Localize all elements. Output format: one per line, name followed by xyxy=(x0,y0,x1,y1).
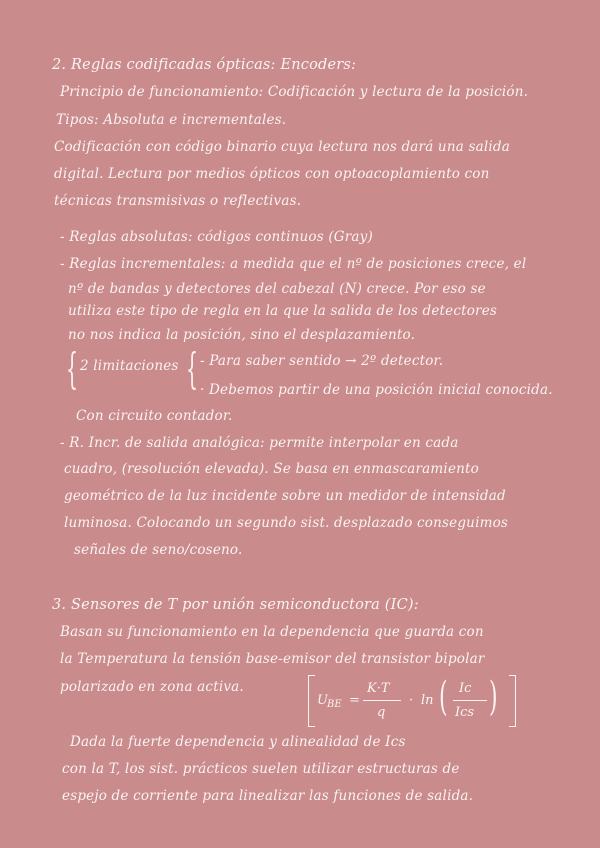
text-line: Tipos: Absoluta e incrementales. xyxy=(56,112,287,128)
text-line: polarizado en zona activa. xyxy=(60,679,244,695)
bullet-absolutas: - Reglas absolutas: códigos continuos (Gray) xyxy=(60,229,373,245)
text-line: digital. Lectura por medios ópticos con optoacoplamiento con xyxy=(54,166,490,182)
text-line: utiliza este tipo de regla en la que la salida de los detectores xyxy=(68,303,498,319)
text-line: nº de bandas y detectores del cabezal (N) crece. Por eso se xyxy=(68,281,486,297)
left-paren: ( xyxy=(439,674,448,720)
bullet-incrementales: - Reglas incrementales: a medida que el nº de posiciones crece, el xyxy=(60,256,527,272)
formula-numerator: K·T xyxy=(367,681,390,696)
inner-fraction-bar xyxy=(453,700,487,701)
formula-inner-denominator: Ics xyxy=(455,705,475,720)
text-line: señales de seno/coseno. xyxy=(74,542,243,558)
section-3-heading: 3. Sensores de T por unión semiconductora (IC): xyxy=(52,597,419,613)
bullet-analogica: - R. Incr. de salida analógica: permite interpolar en cada xyxy=(60,435,459,451)
text-line: Basan su funcionamiento en la dependencia que guarda con xyxy=(60,624,484,640)
text-line: geométrico de la luz incidente sobre un medidor de intensidad xyxy=(64,488,506,504)
right-paren: ) xyxy=(489,674,498,720)
limitacion-item: - Para saber sentido → 2º detector. xyxy=(200,353,444,369)
left-brace: { xyxy=(66,344,79,393)
text-line: cuadro, (resolución elevada). Se basa en enmascaramiento xyxy=(64,461,479,477)
text-line: Principio de funcionamiento: Codificación y lectura de la posición. xyxy=(60,84,529,100)
formula-ln: ln xyxy=(421,693,434,708)
text-line: Codificación con código binario cuya lectura nos dará una salida xyxy=(54,139,510,155)
formula-dot: · xyxy=(409,693,414,708)
formula-lhs: U xyxy=(317,693,328,708)
text-line: la Temperatura la tensión base-emisor del transistor bipolar xyxy=(60,651,485,667)
limitacion-item: · Debemos partir de una posición inicial conocida. xyxy=(200,382,553,398)
text-line: técnicas transmisivas o reflectivas. xyxy=(54,193,302,209)
formula-equals: = xyxy=(349,693,360,708)
fraction-bar xyxy=(363,700,401,701)
right-brace: { xyxy=(186,344,199,393)
formula-box xyxy=(308,675,516,727)
formula-inner-numerator: Ic xyxy=(459,681,472,696)
text-line: espejo de corriente para linealizar las funciones de salida. xyxy=(62,788,474,804)
text-line: no nos indica la posición, sino el desplazamiento. xyxy=(68,327,416,343)
contador-line: Con circuito contador. xyxy=(76,408,233,424)
text-line: luminosa. Colocando un segundo sist. desplazado conseguimos xyxy=(64,515,509,531)
text-line: Dada la fuerte dependencia y alinealidad de Ics xyxy=(70,734,406,750)
section-2-heading: 2. Reglas codificadas ópticas: Encoders: xyxy=(52,57,357,73)
formula-lhs-sub: BE xyxy=(327,699,342,710)
limitaciones-label: 2 limitaciones xyxy=(80,358,179,374)
text-line: con la T, los sist. prácticos suelen utilizar estructuras de xyxy=(62,761,460,777)
formula-denominator: q xyxy=(377,705,386,720)
